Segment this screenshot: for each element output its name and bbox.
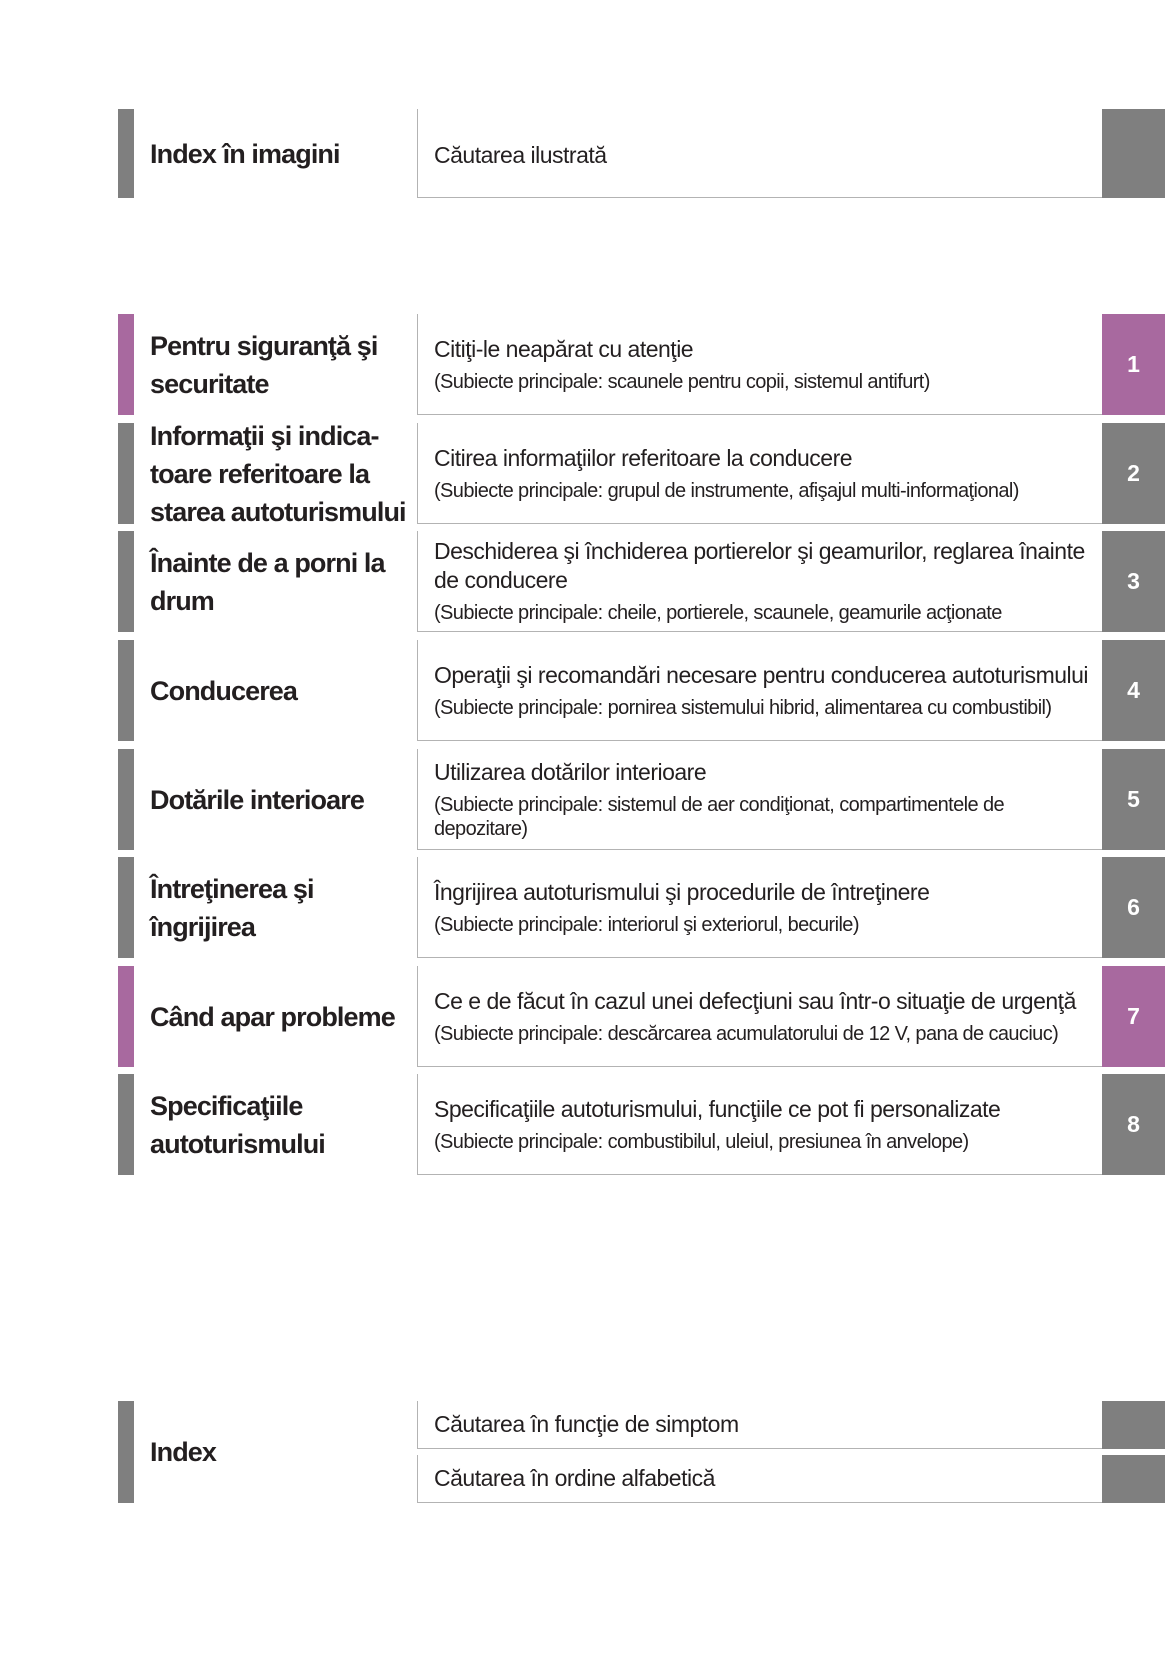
section-marker-bar <box>118 1401 134 1503</box>
chapter-row-7[interactable] <box>0 966 1165 1067</box>
chapter-marker-bar <box>118 749 134 850</box>
chapter-tab[interactable]: 2 <box>1102 423 1165 524</box>
chapter-marker-bar <box>118 966 134 1067</box>
chapter-row-6[interactable] <box>0 857 1165 958</box>
chapter-main-text: Îngrijirea autoturismului şi procedurile de întreţinere <box>434 878 930 905</box>
chapter-main-text: Citirea informaţiilor referitoare la conducere <box>434 444 853 471</box>
chapter-main-text: Citiţi-le neapărat cu atenţie <box>434 335 694 362</box>
section-content <box>417 109 1102 198</box>
chapter-row-2[interactable] <box>0 420 1165 527</box>
chapter-content <box>417 966 1102 1067</box>
chapter-sub-text: (Subiecte principale: sistemul de aer condiţionat, compartimentele de depozitare) <box>434 793 1005 840</box>
section-tab[interactable] <box>1102 109 1165 198</box>
chapter-marker-bar <box>118 640 134 741</box>
picture-index-section[interactable] <box>0 109 1165 198</box>
section-description: Căutarea ilustrată <box>434 141 607 168</box>
chapter-title: Dotările interioare <box>150 784 364 815</box>
index-item-label: Căutarea în funcţie de simptom <box>434 1411 739 1437</box>
chapter-tab[interactable]: 4 <box>1102 640 1165 741</box>
chapter-content <box>417 1074 1102 1175</box>
chapter-sub-text: (Subiecte principale: pornirea sistemului hibrid, alimentarea cu combustibil) <box>434 696 1052 719</box>
chapter-content <box>417 857 1102 958</box>
chapter-row-1[interactable] <box>0 314 1165 415</box>
chapter-content <box>417 423 1102 524</box>
chapter-tab[interactable]: 5 <box>1102 749 1165 850</box>
section-marker-bar <box>118 109 134 198</box>
chapter-sub-text: (Subiecte principale: descărcarea acumulatorului de 12 V, pana de cauciuc) <box>434 1022 1059 1045</box>
chapter-title: Înainte de a porni la drum <box>150 547 385 616</box>
chapter-row-8[interactable] <box>0 1074 1165 1175</box>
index-item-tab[interactable] <box>1102 1401 1165 1449</box>
chapter-main-text: Operaţii şi recomandări necesare pentru conducerea autoturismului <box>434 661 1089 688</box>
chapter-sub-text: (Subiecte principale: interiorul şi exteriorul, becurile) <box>434 913 859 936</box>
chapter-row-5[interactable] <box>0 749 1165 850</box>
chapter-content <box>417 640 1102 741</box>
chapter-main-text: Specificaţiile autoturismului, funcţiile ce pot fi personalizate <box>434 1095 1001 1122</box>
index-section <box>0 1401 1165 1503</box>
chapter-content <box>417 531 1102 632</box>
chapter-row-4[interactable] <box>0 640 1165 741</box>
chapter-main-text: Ce e de făcut în cazul unei defecţiuni sau într-o situaţie de urgenţă <box>434 987 1076 1014</box>
index-title: Index <box>150 1437 217 1467</box>
chapter-tab[interactable]: 7 <box>1102 966 1165 1067</box>
chapter-marker-bar <box>118 423 134 524</box>
chapter-marker-bar <box>118 857 134 958</box>
index-item-content <box>417 1401 1102 1449</box>
chapter-marker-bar <box>118 314 134 415</box>
chapter-tab[interactable]: 1 <box>1102 314 1165 415</box>
chapter-title: Informaţii şi indica-toare referitoare la starea autoturismului <box>150 420 406 527</box>
chapter-main-text: Deschiderea şi închiderea portierelor şi geamurilor, reglarea înainte de conducere <box>434 538 1085 593</box>
index-item-content <box>417 1455 1102 1503</box>
index-item-alphabetical[interactable] <box>417 1455 1165 1503</box>
chapter-sub-text: (Subiecte principale: cheile, portierele, scaunele, geamurile acţionate <box>434 602 1002 624</box>
chapter-marker-bar <box>118 531 134 632</box>
chapter-title: Întreţinerea şi îngrijirea <box>150 873 314 942</box>
chapter-tab[interactable]: 6 <box>1102 857 1165 958</box>
chapter-title: Specificaţiile autoturismului <box>150 1090 325 1159</box>
section-title: Index în imagini <box>150 138 340 169</box>
index-item-label: Căutarea în ordine alfabetică <box>434 1465 715 1491</box>
index-item-symptom[interactable] <box>417 1401 1165 1449</box>
chapter-content <box>417 749 1102 850</box>
index-item-tab[interactable] <box>1102 1455 1165 1503</box>
chapter-tab[interactable]: 3 <box>1102 531 1165 632</box>
chapter-marker-bar <box>118 1074 134 1175</box>
chapter-title: Când apar probleme <box>150 1001 395 1032</box>
chapter-main-text: Utilizarea dotărilor interioare <box>434 758 707 785</box>
chapter-title: Pentru siguranţă şi securitate <box>150 330 378 399</box>
chapter-row-3[interactable] <box>0 531 1165 632</box>
chapter-content <box>417 314 1102 415</box>
chapter-tab[interactable]: 8 <box>1102 1074 1165 1175</box>
chapter-title: Conducerea <box>150 675 298 706</box>
chapter-sub-text: (Subiecte principale: combustibilul, uleiul, presiunea în anvelope) <box>434 1130 969 1153</box>
chapter-sub-text: (Subiecte principale: grupul de instrumente, afişajul multi-informaţional) <box>434 479 1019 502</box>
chapter-sub-text: (Subiecte principale: scaunele pentru copii, sistemul antifurt) <box>434 370 930 393</box>
